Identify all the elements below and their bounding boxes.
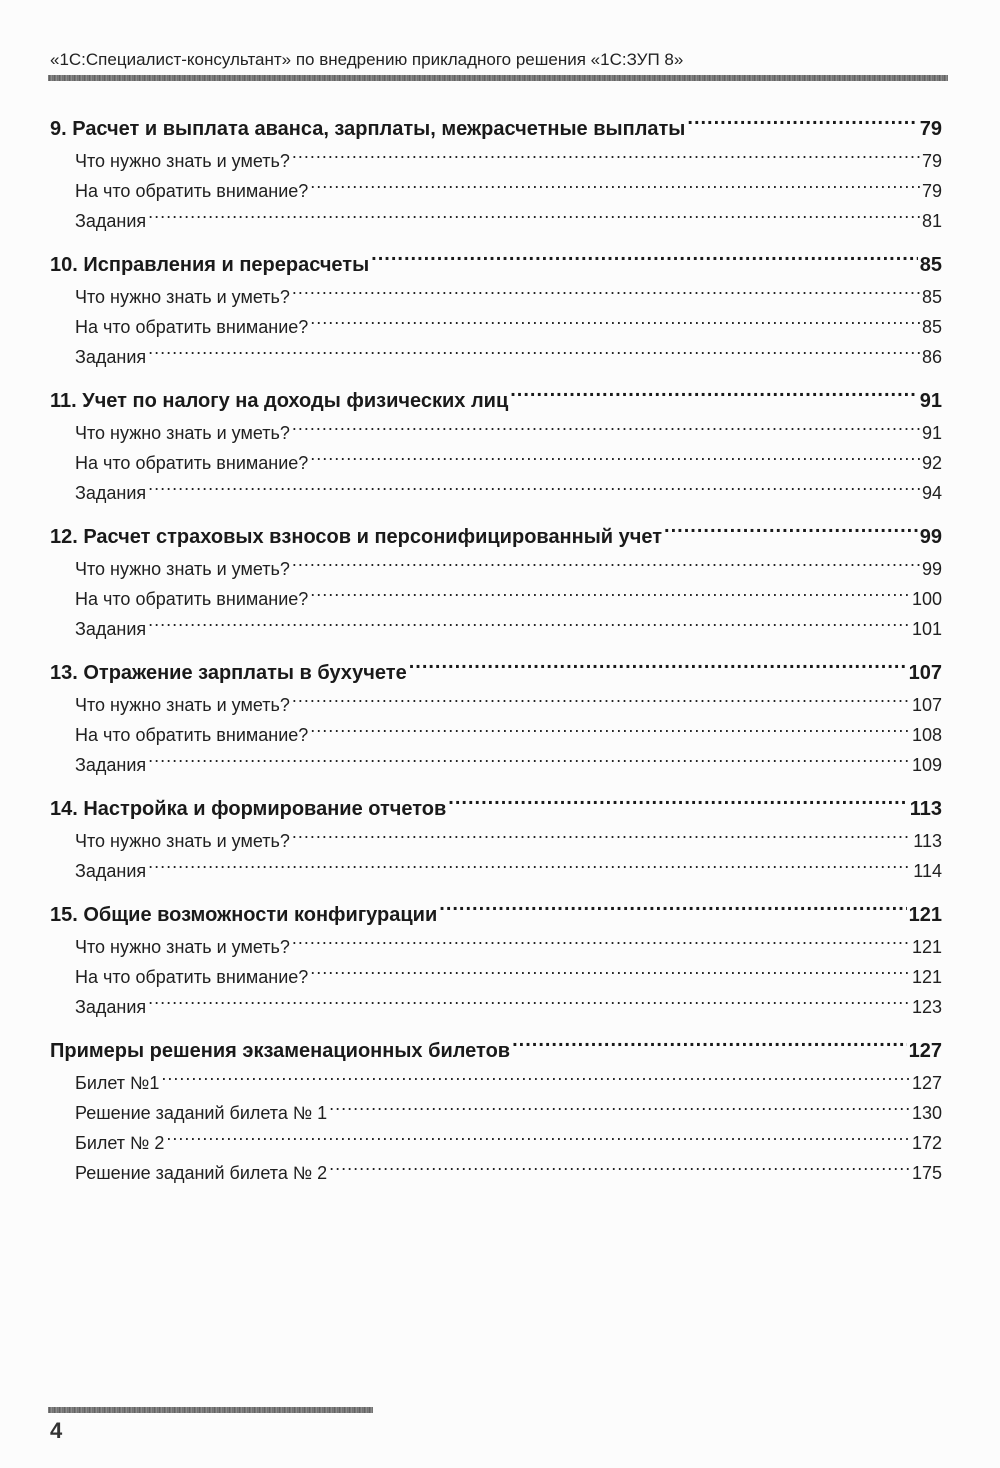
- toc-chapter-entry[interactable]: [50, 249, 942, 282]
- toc-chapter: [50, 385, 942, 508]
- toc-subsection-page: 107: [911, 695, 942, 715]
- toc-subsection-entry[interactable]: [50, 992, 942, 1022]
- toc-subsection-entry[interactable]: [50, 1098, 942, 1128]
- toc-subsection-title: Задания: [75, 755, 147, 775]
- toc-subsection-entry[interactable]: [50, 856, 942, 886]
- toc-chapter-title: 15. Общие возможности конфигурации: [50, 904, 438, 926]
- dot-leader: [512, 1037, 907, 1057]
- toc-subsection-title: Задания: [75, 619, 147, 639]
- toc-subsection-page: 121: [911, 937, 942, 957]
- toc-subsection-title: Что нужно знать и уметь?: [75, 695, 290, 715]
- dot-leader: [310, 723, 910, 741]
- toc-subsection-title: На что обратить внимание?: [75, 589, 309, 609]
- toc-subsection-entry[interactable]: [50, 584, 942, 614]
- dot-leader: [329, 1101, 910, 1119]
- toc-subsection-page: 94: [921, 483, 942, 503]
- dot-leader: [292, 829, 911, 847]
- toc-subsection-entry[interactable]: [50, 448, 942, 478]
- toc-subsection-title: На что обратить внимание?: [75, 453, 309, 473]
- footer-rule: [48, 1407, 373, 1413]
- dot-leader: [292, 421, 920, 439]
- toc-chapter-title: 10. Исправления и перерасчеты: [50, 254, 370, 276]
- toc-chapter: [50, 657, 942, 780]
- page-number: 4: [50, 1418, 63, 1443]
- toc-chapter-entry[interactable]: [50, 1035, 942, 1068]
- toc-subsection-entry[interactable]: [50, 176, 942, 206]
- toc-subsection-page: 114: [913, 861, 942, 881]
- toc-chapter-entry[interactable]: [50, 385, 942, 418]
- dot-leader: [292, 149, 920, 167]
- toc-subsection-page: 81: [921, 211, 942, 231]
- toc-subsection-page: 127: [911, 1073, 942, 1093]
- toc-subsection-entry[interactable]: [50, 554, 942, 584]
- toc-subsection-entry[interactable]: [50, 146, 942, 176]
- toc-chapter: [50, 113, 942, 236]
- running-header-title: «1С:Специалист-консультант» по внедрению прикладного решения «1С:ЗУП 8»: [50, 50, 684, 69]
- toc-subsection-title: Решение заданий билета № 2: [75, 1163, 328, 1183]
- toc-subsection-page: 92: [921, 453, 942, 473]
- toc-subsection-entry[interactable]: [50, 826, 942, 856]
- toc-subsection-entry[interactable]: [50, 206, 942, 236]
- dot-leader: [292, 285, 920, 303]
- toc-chapter: [50, 899, 942, 1022]
- dot-leader: [292, 693, 910, 711]
- toc-subsection-page: 101: [911, 619, 942, 639]
- toc-chapter-entry[interactable]: [50, 793, 942, 826]
- toc-subsection-title: Что нужно знать и уметь?: [75, 937, 290, 957]
- toc-chapter-page: 127: [908, 1040, 942, 1062]
- toc-subsection-page: 172: [911, 1133, 942, 1153]
- toc-subsection-title: Задания: [75, 997, 147, 1017]
- dot-leader: [148, 859, 911, 877]
- toc-chapter-title: 13. Отражение зарплаты в бухучете: [50, 662, 407, 684]
- toc-subsection-title: Задания: [75, 211, 147, 231]
- toc-subsection-entry[interactable]: [50, 312, 942, 342]
- toc-subsection-page: 108: [911, 725, 942, 745]
- dot-leader: [687, 115, 917, 135]
- toc-chapter-entry[interactable]: [50, 113, 942, 146]
- toc-subsection-entry[interactable]: [50, 962, 942, 992]
- toc-subsection-page: 79: [921, 151, 942, 171]
- toc-subsection-title: Что нужно знать и уметь?: [75, 831, 290, 851]
- toc-chapter-title: 11. Учет по налогу на доходы физических лиц: [50, 390, 509, 412]
- toc-chapter-title: 14. Настройка и формирование отчетов: [50, 798, 447, 820]
- dot-leader: [664, 523, 918, 543]
- toc-chapter: [50, 521, 942, 644]
- dot-leader: [292, 557, 920, 575]
- toc-chapter-page: 99: [919, 526, 942, 548]
- dot-leader: [148, 995, 910, 1013]
- toc-subsection-title: Задания: [75, 861, 147, 881]
- toc-subsection-entry[interactable]: [50, 282, 942, 312]
- toc-subsection-title: Задания: [75, 483, 147, 503]
- dot-leader: [510, 387, 918, 407]
- toc-subsection-entry[interactable]: [50, 614, 942, 644]
- dot-leader: [439, 901, 906, 921]
- toc-subsection-page: 86: [921, 347, 942, 367]
- toc-subsection-page: 175: [911, 1163, 942, 1183]
- dot-leader: [310, 179, 920, 197]
- toc-chapter-title: 9. Расчет и выплата аванса, зарплаты, межрасчетные выплаты: [50, 118, 686, 140]
- dot-leader: [161, 1071, 910, 1089]
- toc-chapter: [50, 1035, 942, 1188]
- toc-subsection-title: На что обратить внимание?: [75, 181, 309, 201]
- toc-subsection-title: Задания: [75, 347, 147, 367]
- toc-subsection-title: Что нужно знать и уметь?: [75, 151, 290, 171]
- toc-subsection-page: 85: [921, 317, 942, 337]
- toc-chapter-entry[interactable]: [50, 657, 942, 690]
- dot-leader: [310, 451, 920, 469]
- toc-chapter-entry[interactable]: [50, 521, 942, 554]
- toc-subsection-title: Решение заданий билета № 1: [75, 1103, 328, 1123]
- toc-subsection-title: Что нужно знать и уметь?: [75, 423, 290, 443]
- toc-subsection-page: 91: [921, 423, 942, 443]
- toc-chapter-page: 79: [919, 118, 942, 140]
- toc-subsection-page: 79: [921, 181, 942, 201]
- dot-leader: [310, 315, 920, 333]
- toc-subsection-page: 121: [911, 967, 942, 987]
- toc-chapter-page: 113: [909, 798, 942, 820]
- toc-subsection-page: 99: [921, 559, 942, 579]
- toc-subsection-entry[interactable]: [50, 750, 942, 780]
- dot-leader: [329, 1161, 910, 1179]
- toc-subsection-page: 130: [911, 1103, 942, 1123]
- toc-subsection-entry[interactable]: [50, 478, 942, 508]
- dot-leader: [148, 345, 920, 363]
- toc-subsection-entry[interactable]: [50, 1068, 942, 1098]
- dot-leader: [148, 753, 910, 771]
- toc-subsection-title: На что обратить внимание?: [75, 967, 309, 987]
- toc-subsection-title: Что нужно знать и уметь?: [75, 287, 290, 307]
- toc-chapter-title: 12. Расчет страховых взносов и персонифицированный учет: [50, 526, 663, 548]
- dot-leader: [166, 1131, 910, 1149]
- dot-leader: [292, 935, 910, 953]
- toc-subsection-entry[interactable]: [50, 342, 942, 372]
- toc-subsection-page: 85: [921, 287, 942, 307]
- toc-subsection-page: 100: [911, 589, 942, 609]
- dot-leader: [371, 251, 918, 271]
- toc-subsection-entry[interactable]: [50, 418, 942, 448]
- toc-subsection-entry[interactable]: [50, 690, 942, 720]
- toc-chapter-entry[interactable]: [50, 899, 942, 932]
- dot-leader: [310, 587, 910, 605]
- toc-subsection-entry[interactable]: [50, 1128, 942, 1158]
- toc-subsection-page: 123: [911, 997, 942, 1017]
- dot-leader: [148, 481, 920, 499]
- header-rule: [48, 75, 948, 81]
- toc-subsection-title: Билет № 2: [75, 1133, 165, 1153]
- toc-subsection-entry[interactable]: [50, 720, 942, 750]
- toc-subsection-title: Что нужно знать и уметь?: [75, 559, 290, 579]
- toc-chapter: [50, 793, 942, 886]
- toc-subsection-entry[interactable]: [50, 1158, 942, 1188]
- toc-chapter-page: 107: [908, 662, 942, 684]
- dot-leader: [148, 617, 910, 635]
- toc-subsection-page: 113: [913, 831, 942, 851]
- toc-chapter-title: Примеры решения экзаменационных билетов: [50, 1040, 511, 1062]
- table-of-contents: [50, 113, 942, 1201]
- toc-chapter-page: 121: [908, 904, 942, 926]
- toc-subsection-title: На что обратить внимание?: [75, 725, 309, 745]
- toc-subsection-entry[interactable]: [50, 932, 942, 962]
- toc-chapter: [50, 249, 942, 372]
- toc-chapter-page: 91: [919, 390, 942, 412]
- dot-leader: [409, 659, 907, 679]
- toc-subsection-title: На что обратить внимание?: [75, 317, 309, 337]
- toc-subsection-title: Билет №1: [75, 1073, 160, 1093]
- dot-leader: [448, 795, 907, 815]
- dot-leader: [148, 209, 920, 227]
- toc-chapter-page: 85: [919, 254, 942, 276]
- dot-leader: [310, 965, 910, 983]
- toc-subsection-page: 109: [911, 755, 942, 775]
